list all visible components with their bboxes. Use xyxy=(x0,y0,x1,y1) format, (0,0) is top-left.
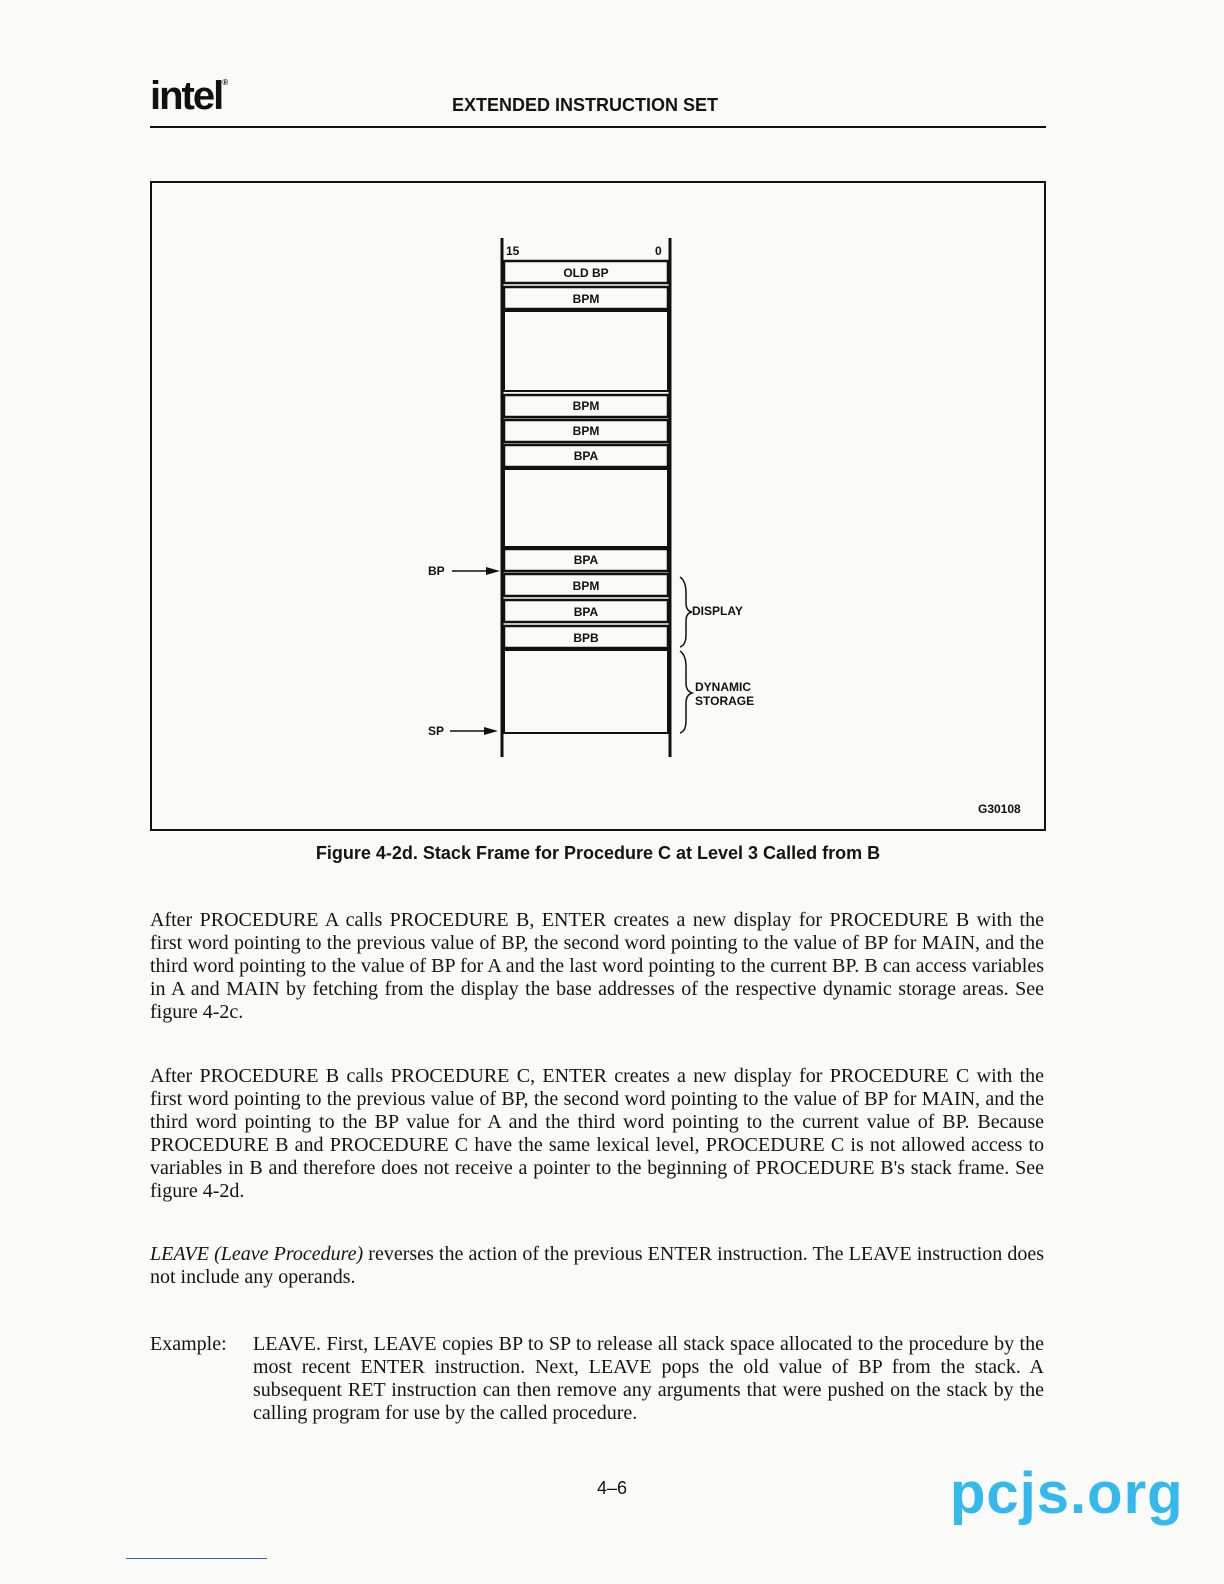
stack-cell-4 xyxy=(504,420,668,442)
pcjs-watermark: pcjs.org xyxy=(950,1461,1184,1526)
bit-label-low: 0 xyxy=(655,244,662,258)
footer-link-rule xyxy=(126,1558,267,1559)
stack-cell-label: BPA xyxy=(573,553,599,567)
body-paragraph-3 xyxy=(150,1243,1044,1289)
stack-cell-label: BPM xyxy=(572,399,600,413)
body-paragraph-1: After PROCEDURE A calls PROCEDURE B, ENTER creates a new display for PROCEDURE B with the first word pointing to the previous value of BP, the second word pointing to the value of BP for MAIN, and the third word pointing to the value of BP for A and the last word pointing to the current BP. B can access variables in A and MAIN by fetching from the display the base addresses of the respective dynamic storage areas. See figure 4-2c. xyxy=(150,909,1044,1023)
header-rule xyxy=(150,126,1046,128)
figure-frame xyxy=(150,181,1046,831)
stack-cell-3 xyxy=(504,395,668,417)
figure-caption: Figure 4-2d. Stack Frame for Procedure C at Level 3 Called from B xyxy=(315,843,881,863)
example-label: Example: xyxy=(150,1333,227,1355)
sp-label: SP xyxy=(428,724,445,738)
sp-arrow-icon xyxy=(450,727,498,735)
stack-cell-label: BPM xyxy=(572,292,600,306)
body-paragraph-2: After PROCEDURE B calls PROCEDURE C, ENTER creates a new display for PROCEDURE C with the first word pointing to the previous value of BP, the second word pointing to the value of BP for MAIN, and the third word pointing to the BP value for A and the third word pointing to the current value of BP. Because PROCEDURE B and PROCEDURE C have the same lexical level, PROCEDURE C is not allowed access to variables in B and therefore does not receive a pointer to the beginning of PROCEDURE B's stack frame. See figure 4-2d. xyxy=(150,1065,1044,1202)
stack-gap-block xyxy=(504,469,668,547)
stack-cell-label: BPM xyxy=(572,579,600,593)
page-number: 4–6 xyxy=(596,1478,628,1498)
page-header-title: EXTENDED INSTRUCTION SET xyxy=(452,95,719,115)
leave-description: reverses the action of the previous ENTER instruction. The LEAVE instruction does not include any operands. xyxy=(150,1243,1045,1288)
dynamic-label: DYNAMIC xyxy=(695,680,751,694)
stack-cell-1 xyxy=(504,261,668,283)
dynamic-storage-block xyxy=(504,650,668,733)
display-label: DISPLAY xyxy=(692,604,743,618)
intel-logo: intel® xyxy=(150,74,229,118)
bp-arrow-icon xyxy=(452,567,500,575)
stack-cell-2 xyxy=(504,287,668,309)
storage-label: STORAGE xyxy=(695,694,755,708)
stack-cell-7 xyxy=(504,574,668,596)
stack-cell-9 xyxy=(504,626,668,648)
stack-cell-label: BPM xyxy=(572,424,600,438)
stack-frame-diagram xyxy=(152,183,1044,829)
example-text: LEAVE. First, LEAVE copies BP to SP to release all stack space allocated to the procedure by the most recent ENTER instruction. Next, LEAVE pops the old value of BP from the stack. A subsequent RET instruction can then remove any arguments that were pushed on the stack by the calling program for use by the called procedure. xyxy=(253,1333,1044,1424)
dynamic-storage-brace-icon xyxy=(680,651,692,733)
bit-label-high: 15 xyxy=(506,244,520,258)
stack-cell-8 xyxy=(504,600,668,622)
stack-cell-label: BPB xyxy=(573,631,599,645)
stack-cell-6 xyxy=(504,549,668,571)
stack-gap-block xyxy=(504,311,668,391)
stack-cell-5 xyxy=(504,445,668,467)
figure-id: G30108 xyxy=(978,802,1021,816)
stack-cell-label: OLD BP xyxy=(563,266,609,280)
stack-cell-label: BPA xyxy=(573,449,599,463)
bp-label: BP xyxy=(428,564,445,578)
display-brace-icon xyxy=(680,577,692,647)
leave-term: LEAVE (Leave Procedure) xyxy=(150,1243,364,1265)
stack-cell-label: BPA xyxy=(573,605,599,619)
